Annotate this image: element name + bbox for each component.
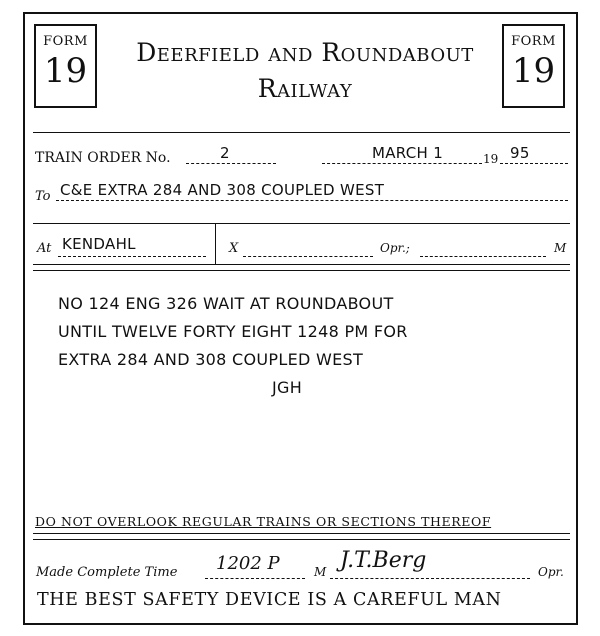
order-year: 95 [510,144,530,162]
order-initials: JGH [272,378,303,397]
signature-line [330,578,530,579]
completion-opr-label: Opr. [538,565,564,579]
railway-name-line1: Deerfield and Roundabout [136,38,474,67]
to-value: C&E EXTRA 284 AND 308 COUPLED WEST [60,181,385,199]
order-line-1: NO 124 ENG 326 WAIT AT ROUNDABOUT [58,294,394,313]
order-line-3: EXTRA 284 AND 308 COUPLED WEST [58,350,364,369]
m-label: M [554,241,567,255]
divider [33,539,570,540]
opr-line [420,256,546,257]
divider [33,132,570,133]
order-body [58,290,558,402]
form-number-box-right [502,24,565,108]
form-label: FORM [511,34,556,49]
at-label: At [37,241,52,256]
divider [33,264,570,265]
form-number: 19 [43,51,88,91]
railway-name-line2: Railway [257,74,353,103]
order-date: MARCH 1 [372,144,444,162]
year-line [500,163,568,164]
form-number-box-left [34,24,97,108]
form-label: FORM [43,34,88,49]
divider [33,223,570,224]
completion-m-label: M [314,565,327,579]
x-label: X [229,241,239,256]
order-number: 2 [220,144,230,162]
to-label: To [35,189,51,204]
date-line [322,163,482,164]
time-line [205,578,305,579]
at-line [58,256,206,257]
operator-signature: J.T.Berg [340,548,427,573]
form-number: 19 [511,51,556,91]
warning-text: DO NOT OVERLOOK REGULAR TRAINS OR SECTIONS THEREOF [35,514,492,529]
opr-label: Opr.; [380,241,410,255]
divider [33,533,570,534]
year-prefix: 19 [483,152,499,166]
made-complete-label: Made Complete Time [36,565,178,580]
divider [33,270,570,271]
to-line [56,200,568,201]
completion-time: 1202 P [216,553,280,574]
train-order-label: TRAIN ORDER No. [35,150,171,166]
order-line-2: UNTIL TWELVE FORTY EIGHT 1248 PM FOR [58,322,408,341]
safety-slogan: THE BEST SAFETY DEVICE IS A CAREFUL MAN [37,590,502,610]
at-divider [215,224,216,264]
x-line [243,256,373,257]
at-value: KENDAHL [62,235,136,253]
order-number-line [186,163,276,164]
